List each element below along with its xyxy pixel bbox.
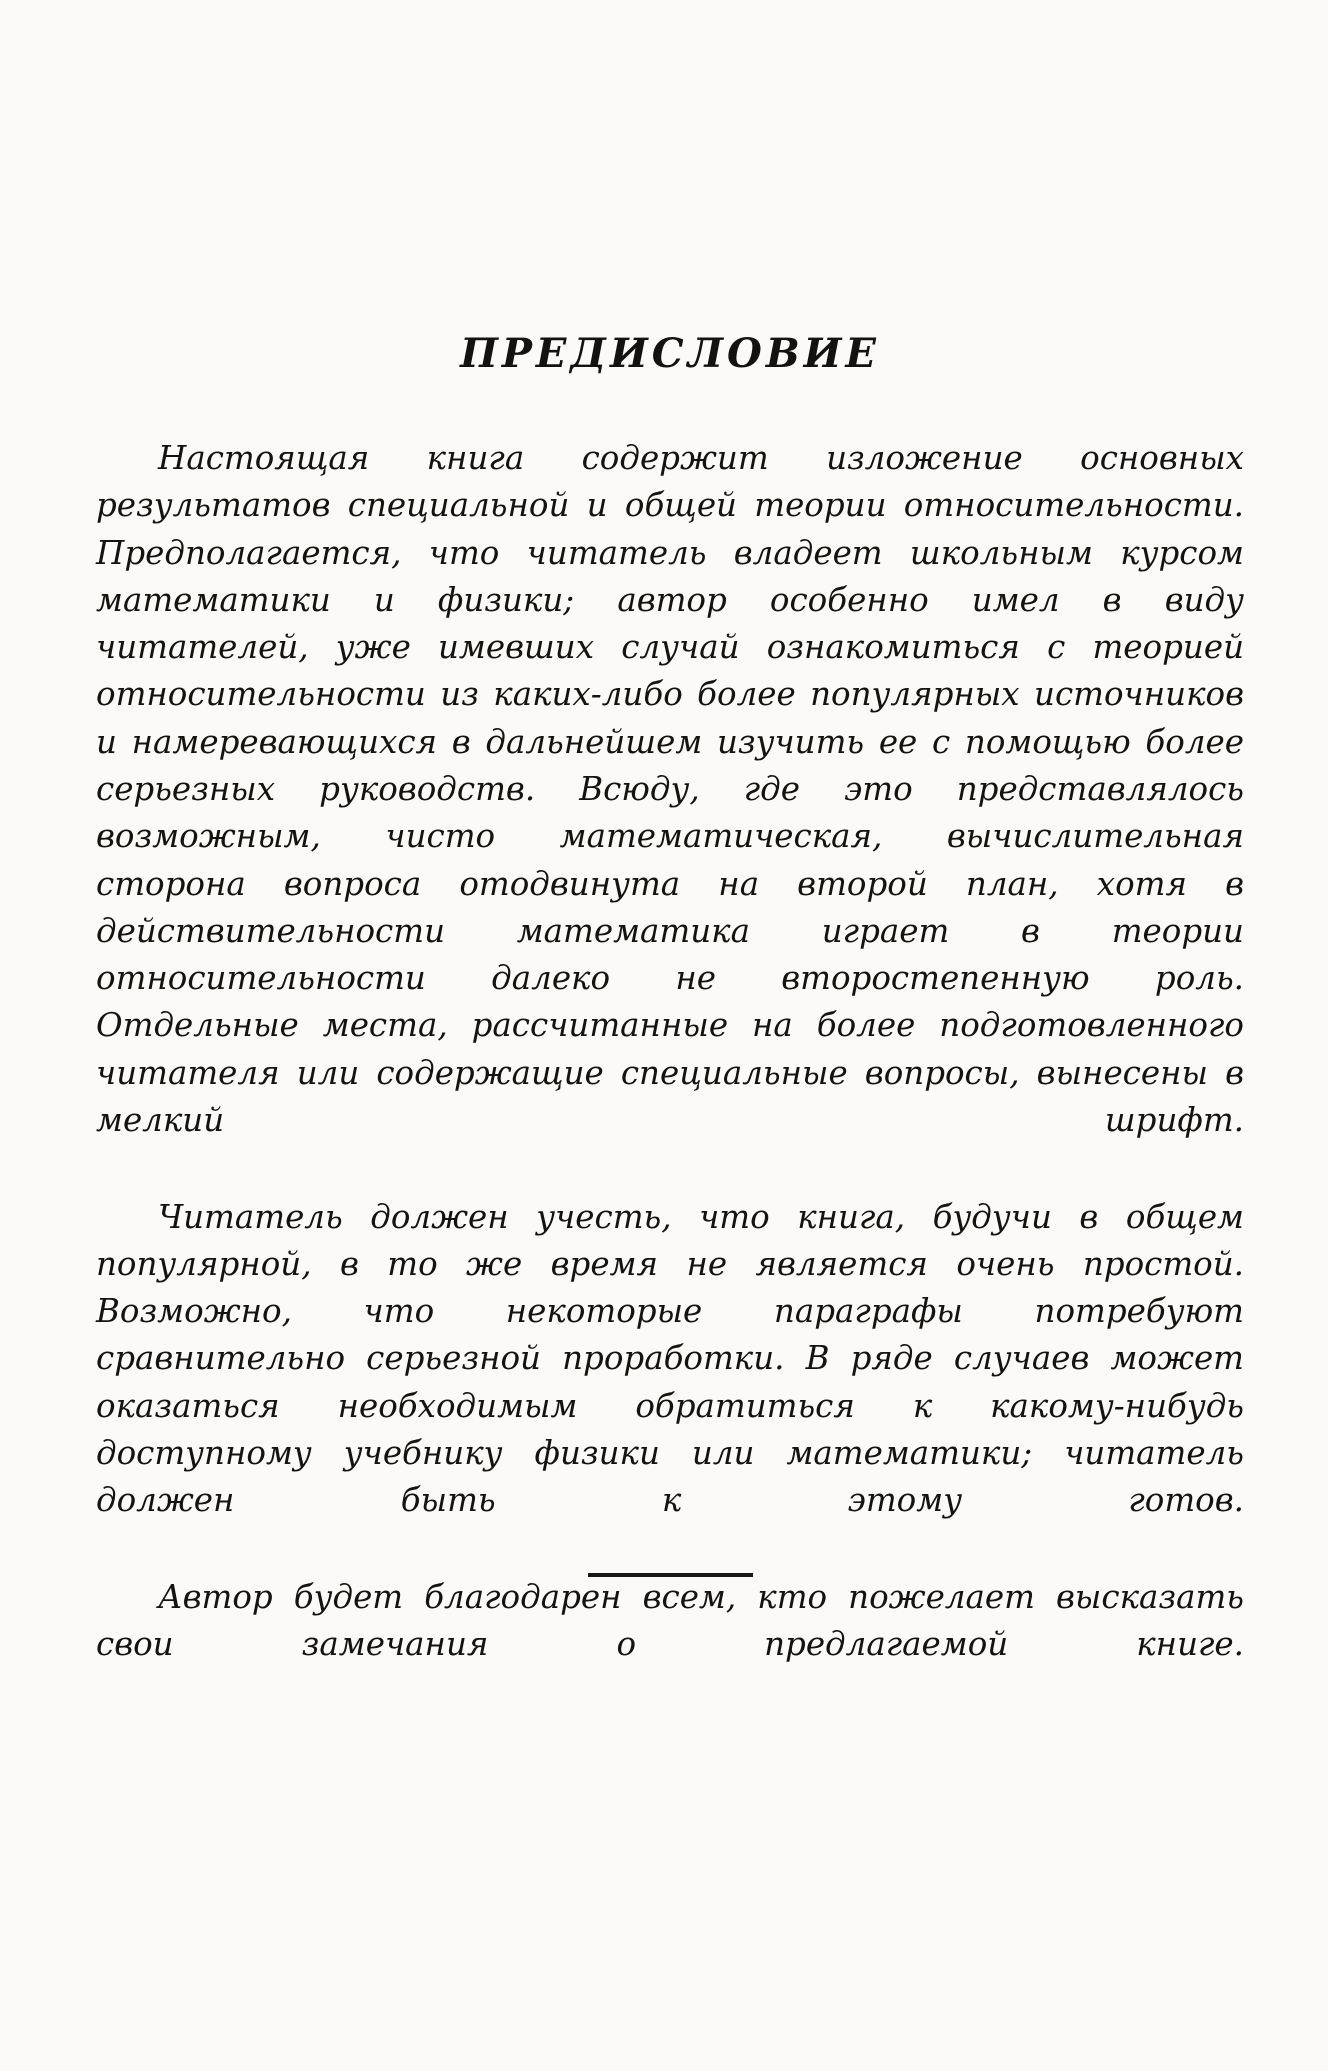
horizontal-rule-icon bbox=[588, 1573, 753, 1577]
paragraph-1: Настоящая книга содержит изложение основных результатов специальной и общей теории относительности. Предполагается, что читатель владеет школьным курсом математики и физики; автор особенно имел в виду читателей, уже имевших случай ознакомиться с теорией относительности из каких-либо более популярных источников и намеревающихся в дальнейшем изучить ее с помощью более серьезных руководств. Всюду, где это представлялось возможным, чисто математическая, вычислительная сторона вопроса отодвинута на второй план, хотя в действительности математика играет в теории относительности далеко не второстепенную роль. Отдельные места, рассчитанные на более подготовленного читателя или содержащие специальные вопросы, вынесены в мелкий шрифт. bbox=[96, 439, 1244, 1139]
section-divider bbox=[96, 1562, 1244, 1581]
paragraph-3: Автор будет благодарен всем, кто пожелает высказать свои замечания о предлагаемой книге. bbox=[96, 1577, 1244, 1664]
page-content bbox=[96, 330, 1244, 1716]
paragraph-2: Читатель должен учесть, что книга, будучи в общем популярной, в то же время не является очень простой. Возможно, что некоторые параграфы потребуют сравнительно серьезной проработки. В ряде случаев может оказаться необходимым обратиться к какому-нибудь доступному учебнику физики или математики; читатель должен быть к этому готов. bbox=[96, 1197, 1244, 1520]
page-title: ПРЕДИСЛОВИЕ bbox=[460, 330, 880, 377]
